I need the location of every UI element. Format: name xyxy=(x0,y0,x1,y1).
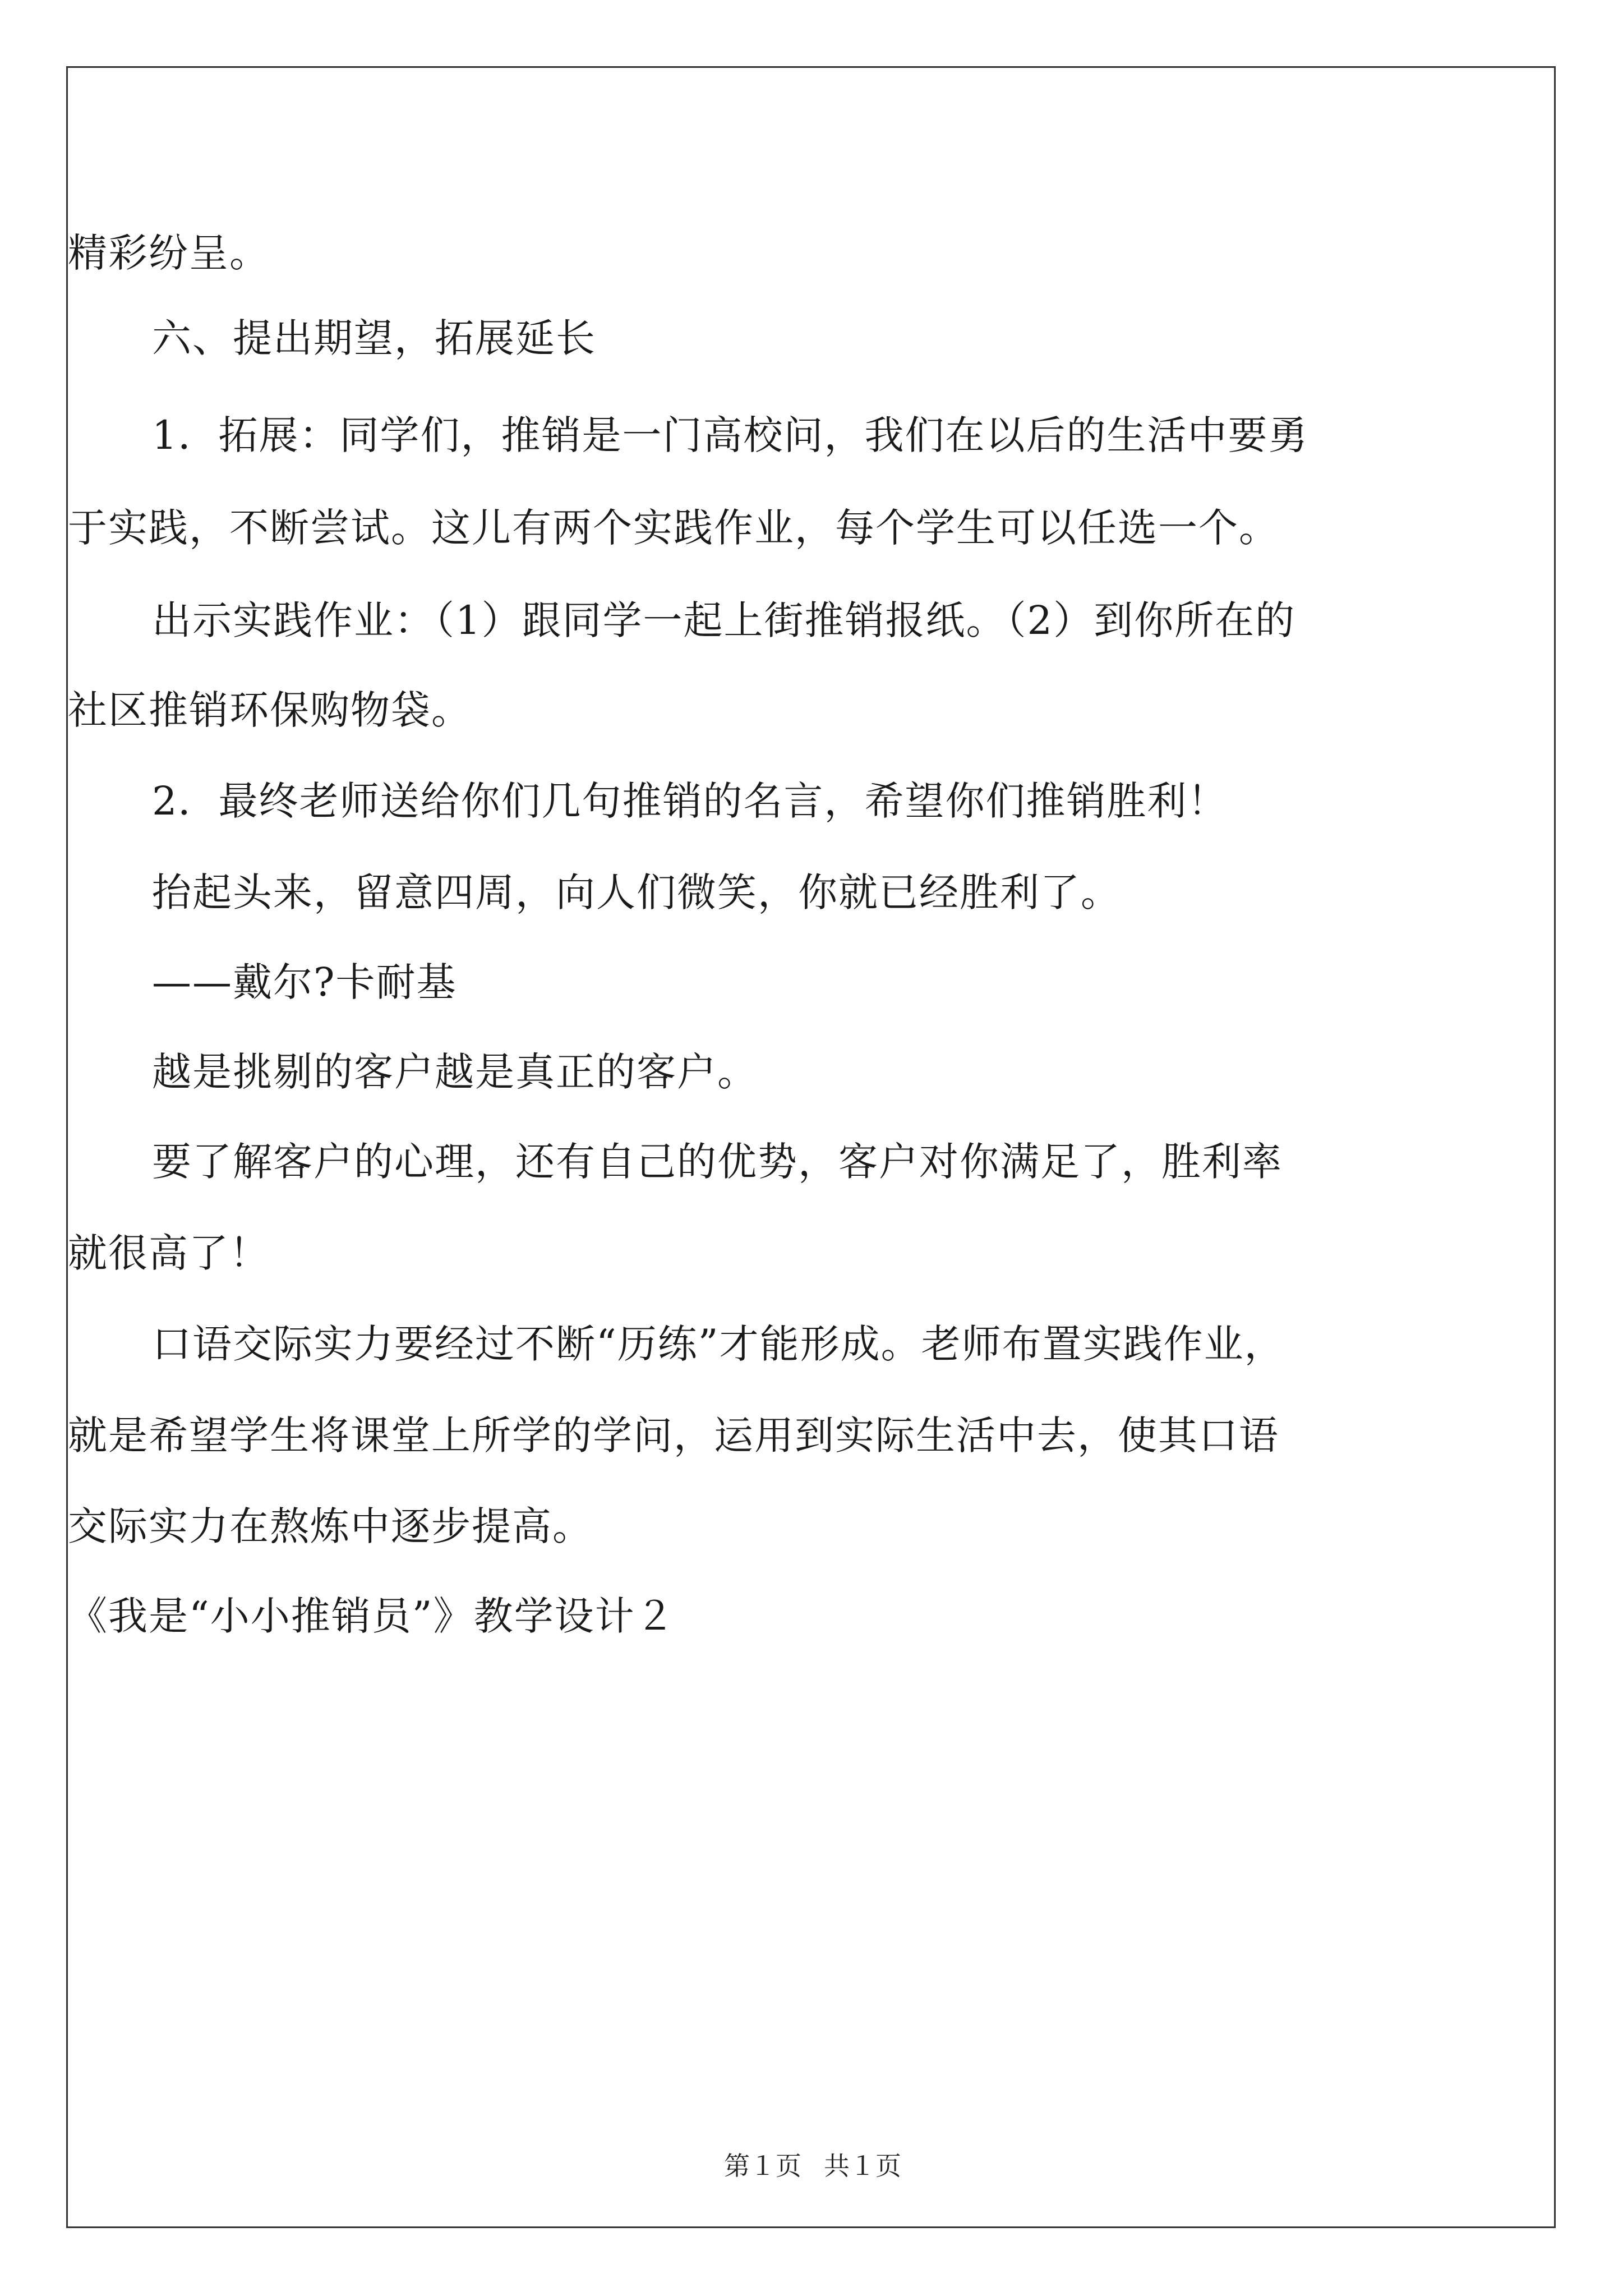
document-title: 《我是“小小推销员”》教学设计２ xyxy=(68,1593,676,1639)
page-footer xyxy=(68,2149,1557,2183)
text-line: 交际实力在熬炼中逐步提高。 xyxy=(68,1503,593,1549)
page-total: 共１页 xyxy=(824,2151,901,2181)
section-heading: 六、提出期望，拓展延长 xyxy=(152,315,596,361)
quote-line: 抬起头来，留意四周，向人们微笑，你就已经胜利了。 xyxy=(152,869,1121,915)
text-line: 2．最终老师送给你们几句推销的名言，希望你们推销胜利！ xyxy=(152,778,1228,824)
quote-line: 越是挑剔的客户越是真正的客户。 xyxy=(152,1049,758,1095)
text-line: 口语交际实力要经过不断“历练”才能形成。老师布置实践作业， xyxy=(152,1321,1285,1367)
text-line: 就很高了！ xyxy=(68,1230,270,1276)
quote-attribution: ——戴尔?卡耐基 xyxy=(152,959,457,1005)
page-number: 第１页 xyxy=(724,2151,801,2181)
text-line: 1．拓展：同学们，推销是一门高校问，我们在以后的生活中要勇 xyxy=(152,412,1309,458)
text-line: 社区推销环保购物袋。 xyxy=(68,687,472,733)
page-frame xyxy=(66,66,1556,2228)
text-line: 精彩纷呈。 xyxy=(68,230,270,276)
text-line: 于实践，不断尝试。这儿有两个实践作业，每个学生可以任选一个。 xyxy=(68,505,1279,551)
text-line: 要了解客户的心理，还有自己的优势，客户对你满足了，胜利率 xyxy=(152,1139,1283,1185)
text-line: 出示实践作业：（1）跟同学一起上街推销报纸。（2）到你所在的 xyxy=(152,597,1296,643)
text-line: 就是希望学生将课堂上所学的学问，运用到实际生活中去，使其口语 xyxy=(68,1412,1279,1458)
